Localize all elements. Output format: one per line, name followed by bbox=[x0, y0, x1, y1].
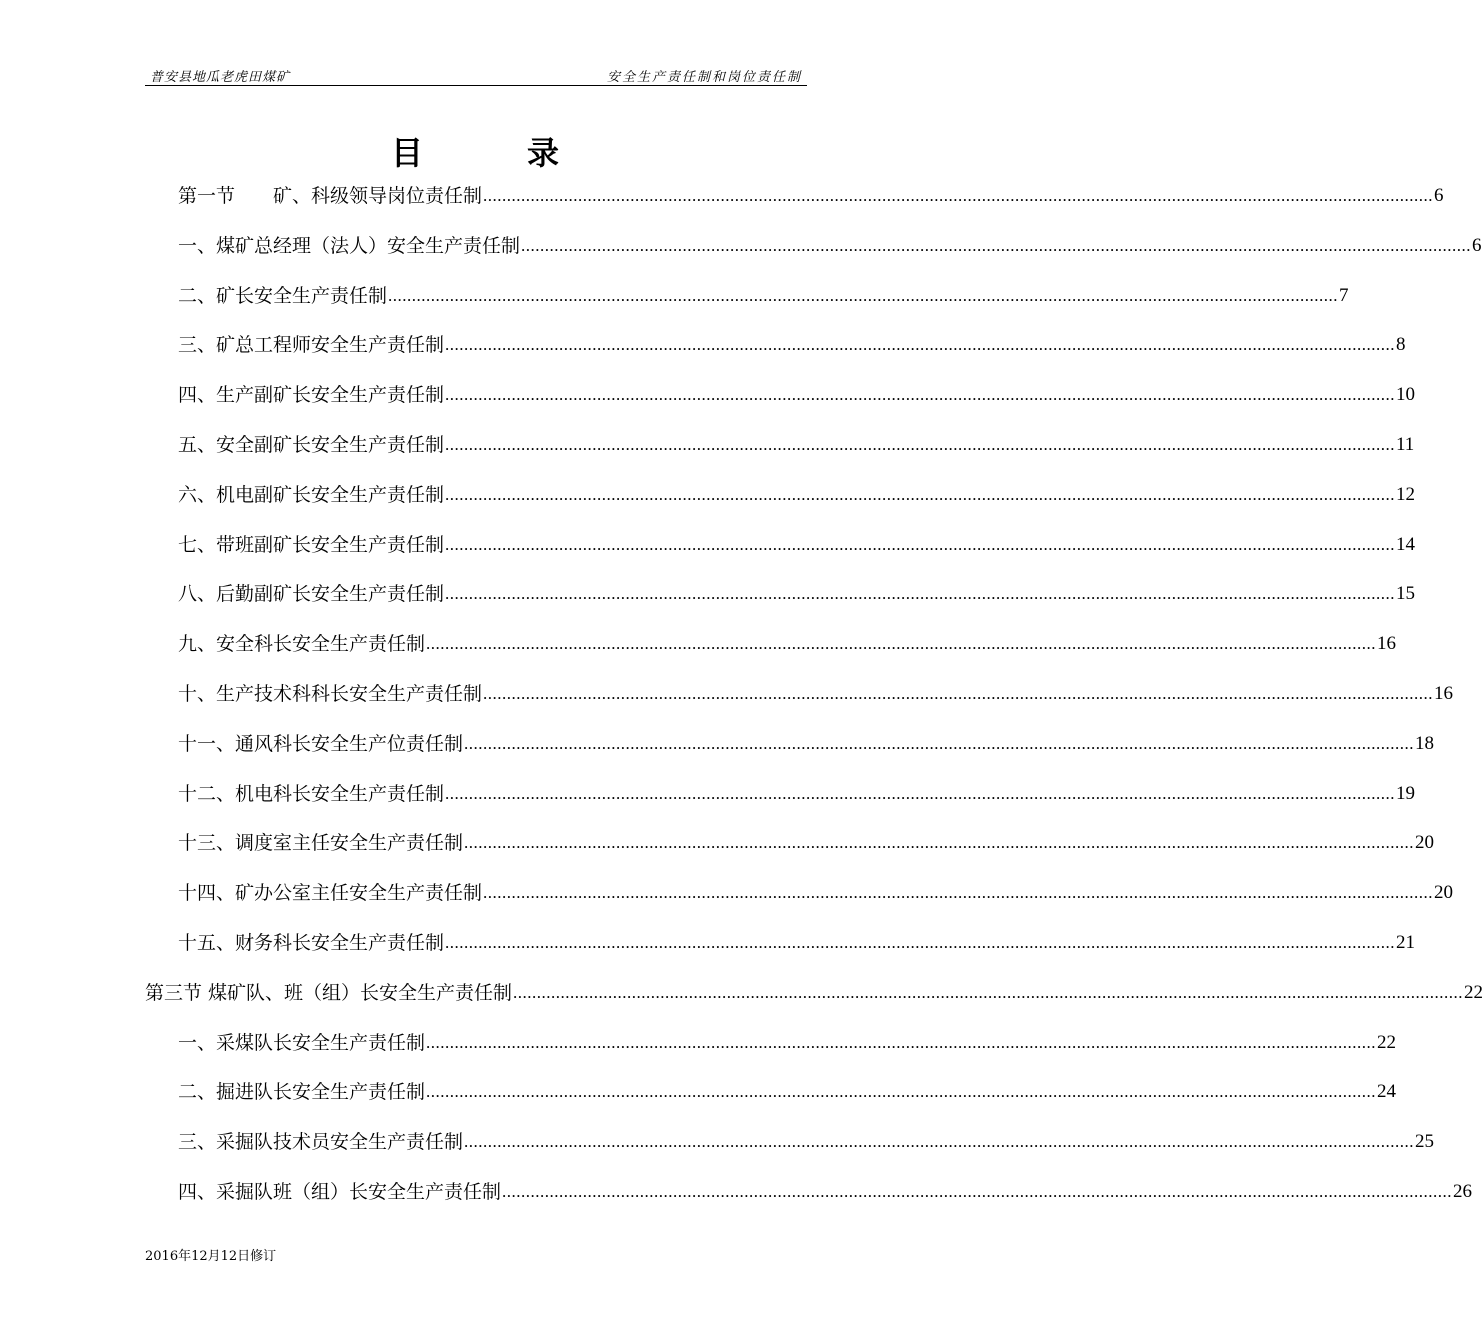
toc-entry[interactable] bbox=[178, 480, 1416, 510]
page-title: 目录 bbox=[390, 134, 663, 172]
toc-entry[interactable] bbox=[178, 928, 1416, 958]
toc-dot-leader: ........................................................................................................................................................................................................ bbox=[483, 186, 1434, 205]
toc-dot-leader: ........................................................................................................................................................................................................ bbox=[445, 783, 1396, 803]
toc-entry-title: 一、采煤队长安全生产责任制 bbox=[178, 1031, 426, 1054]
toc-entry[interactable] bbox=[178, 828, 1435, 858]
toc-dot-leader: ........................................................................................................................................................................................................ bbox=[464, 1132, 1415, 1152]
toc-entry[interactable] bbox=[178, 679, 1454, 709]
toc-page-number: 26 bbox=[1453, 1181, 1473, 1202]
toc-dot-leader: ........................................................................................................................................................................................................ bbox=[445, 385, 1396, 405]
toc-entry-title: 五、安全副矿长安全生产责任制 bbox=[178, 434, 445, 456]
toc-page-number: 24 bbox=[1377, 1081, 1397, 1103]
toc-page-number: 16 bbox=[1434, 683, 1454, 704]
toc-entry-title: 十五、财务科长安全生产责任制 bbox=[178, 932, 445, 954]
toc-entry-title: 八、后勤副矿长安全生产责任制 bbox=[178, 583, 445, 606]
toc-dot-leader: ........................................................................................................................................................................................................ bbox=[464, 733, 1415, 753]
header-doc-title: 安全生产责任制和岗位责任制 bbox=[606, 70, 802, 85]
toc-dot-leader: ........................................................................................................................................................................................................ bbox=[426, 1032, 1377, 1052]
toc-page-number: 20 bbox=[1415, 832, 1435, 854]
toc-page-number: 22 bbox=[1377, 1031, 1397, 1053]
toc-entry-title: 四、生产副矿长安全生产责任制 bbox=[178, 384, 445, 407]
toc-page-number: 19 bbox=[1396, 782, 1416, 804]
toc-entry[interactable] bbox=[178, 281, 1349, 311]
toc-dot-leader: ........................................................................................................................................................................................................ bbox=[483, 684, 1434, 703]
toc-dot-leader: ........................................................................................................................................................................................................ bbox=[426, 634, 1377, 654]
toc-entry-title: 一、煤矿总经理（法人）安全生产责任制 bbox=[178, 234, 521, 257]
toc-entry[interactable] bbox=[178, 181, 1444, 211]
toc-dot-leader: ........................................................................................................................................................................................................ bbox=[445, 584, 1396, 604]
toc-dot-leader: ........................................................................................................................................................................................................ bbox=[445, 534, 1396, 554]
toc-dot-leader: ........................................................................................................................................................................................................ bbox=[464, 833, 1415, 853]
toc-dot-leader: ........................................................................................................................................................................................................ bbox=[445, 435, 1396, 454]
toc-page-number: 16 bbox=[1377, 633, 1397, 655]
toc-entry[interactable] bbox=[178, 330, 1406, 360]
toc-entry[interactable] bbox=[178, 530, 1416, 560]
toc-entry[interactable] bbox=[178, 729, 1435, 759]
toc-entry[interactable] bbox=[178, 629, 1397, 659]
toc-entry[interactable] bbox=[178, 380, 1416, 410]
toc-dot-leader: ........................................................................................................................................................................................................ bbox=[513, 982, 1464, 1002]
toc-entry[interactable] bbox=[178, 231, 1482, 261]
toc-entry[interactable] bbox=[178, 1127, 1435, 1157]
header-org-name: 普安县地瓜老虎田煤矿 bbox=[150, 70, 291, 85]
toc-page-number: 21 bbox=[1396, 932, 1416, 953]
toc-page-number: 7 bbox=[1339, 284, 1349, 306]
toc-entry-title: 二、掘进队长安全生产责任制 bbox=[178, 1081, 426, 1104]
toc-page-number: 15 bbox=[1396, 583, 1416, 605]
footer-revision-date: 2016年12月12日修订 bbox=[145, 1249, 277, 1264]
toc-entry-title: 七、带班副矿长安全生产责任制 bbox=[178, 533, 445, 556]
toc-entry-title: 十一、通风科长安全生产位责任制 bbox=[178, 732, 464, 755]
toc-page-number: 22 bbox=[1464, 981, 1483, 1003]
toc-entry[interactable] bbox=[178, 1177, 1473, 1207]
toc-entry[interactable] bbox=[178, 1077, 1397, 1107]
toc-dot-leader: ........................................................................................................................................................................................................ bbox=[521, 235, 1472, 255]
toc-page-number: 8 bbox=[1396, 334, 1406, 356]
header-rule bbox=[145, 85, 807, 86]
toc-entry-title: 九、安全科长安全生产责任制 bbox=[178, 633, 426, 656]
toc-entry-title: 十三、调度室主任安全生产责任制 bbox=[178, 832, 464, 855]
toc-page-number: 6 bbox=[1434, 185, 1444, 206]
toc-entry-title: 三、矿总工程师安全生产责任制 bbox=[178, 334, 445, 357]
toc-entry-title: 十四、矿办公室主任安全生产责任制 bbox=[178, 882, 483, 905]
toc-entry-title: 第三节 煤矿队、班（组）长安全生产责任制 bbox=[145, 981, 513, 1004]
toc-entry[interactable] bbox=[178, 878, 1454, 908]
toc-page-number: 18 bbox=[1415, 732, 1435, 754]
toc-dot-leader: ........................................................................................................................................................................................................ bbox=[426, 1082, 1377, 1102]
toc-dot-leader: ........................................................................................................................................................................................................ bbox=[502, 1182, 1453, 1201]
toc-entry[interactable] bbox=[178, 1028, 1397, 1058]
toc-entry-title: 六、机电副矿长安全生产责任制 bbox=[178, 483, 445, 506]
toc-page-number: 12 bbox=[1396, 483, 1416, 505]
toc-entry-title: 十、生产技术科科长安全生产责任制 bbox=[178, 683, 483, 705]
toc-entry[interactable] bbox=[178, 779, 1416, 809]
toc-page-number: 14 bbox=[1396, 533, 1416, 555]
toc-entry-title: 十二、机电科长安全生产责任制 bbox=[178, 782, 445, 805]
toc-page-number: 20 bbox=[1434, 882, 1454, 904]
toc-entry-title: 二、矿长安全生产责任制 bbox=[178, 284, 388, 307]
toc-entry-title: 三、采掘队技术员安全生产责任制 bbox=[178, 1131, 464, 1154]
toc-entry[interactable] bbox=[178, 430, 1415, 460]
toc-entry[interactable] bbox=[178, 579, 1416, 609]
toc-entry-title: 四、采掘队班（组）长安全生产责任制 bbox=[178, 1181, 502, 1203]
toc-dot-leader: ........................................................................................................................................................................................................ bbox=[445, 484, 1396, 504]
toc-page-number: 25 bbox=[1415, 1131, 1435, 1153]
toc-dot-leader: ........................................................................................................................................................................................................ bbox=[483, 883, 1434, 903]
toc-page-number: 6 bbox=[1472, 234, 1482, 256]
toc-dot-leader: ........................................................................................................................................................................................................ bbox=[445, 335, 1396, 355]
toc-entry-title: 第一节 矿、科级领导岗位责任制 bbox=[178, 185, 483, 207]
toc-dot-leader: ........................................................................................................................................................................................................ bbox=[445, 933, 1396, 952]
toc-dot-leader: ........................................................................................................................................................................................................ bbox=[388, 285, 1339, 305]
toc-entry[interactable] bbox=[145, 978, 1483, 1008]
toc-page-number: 10 bbox=[1396, 384, 1416, 406]
toc-page-number: 11 bbox=[1396, 434, 1415, 455]
